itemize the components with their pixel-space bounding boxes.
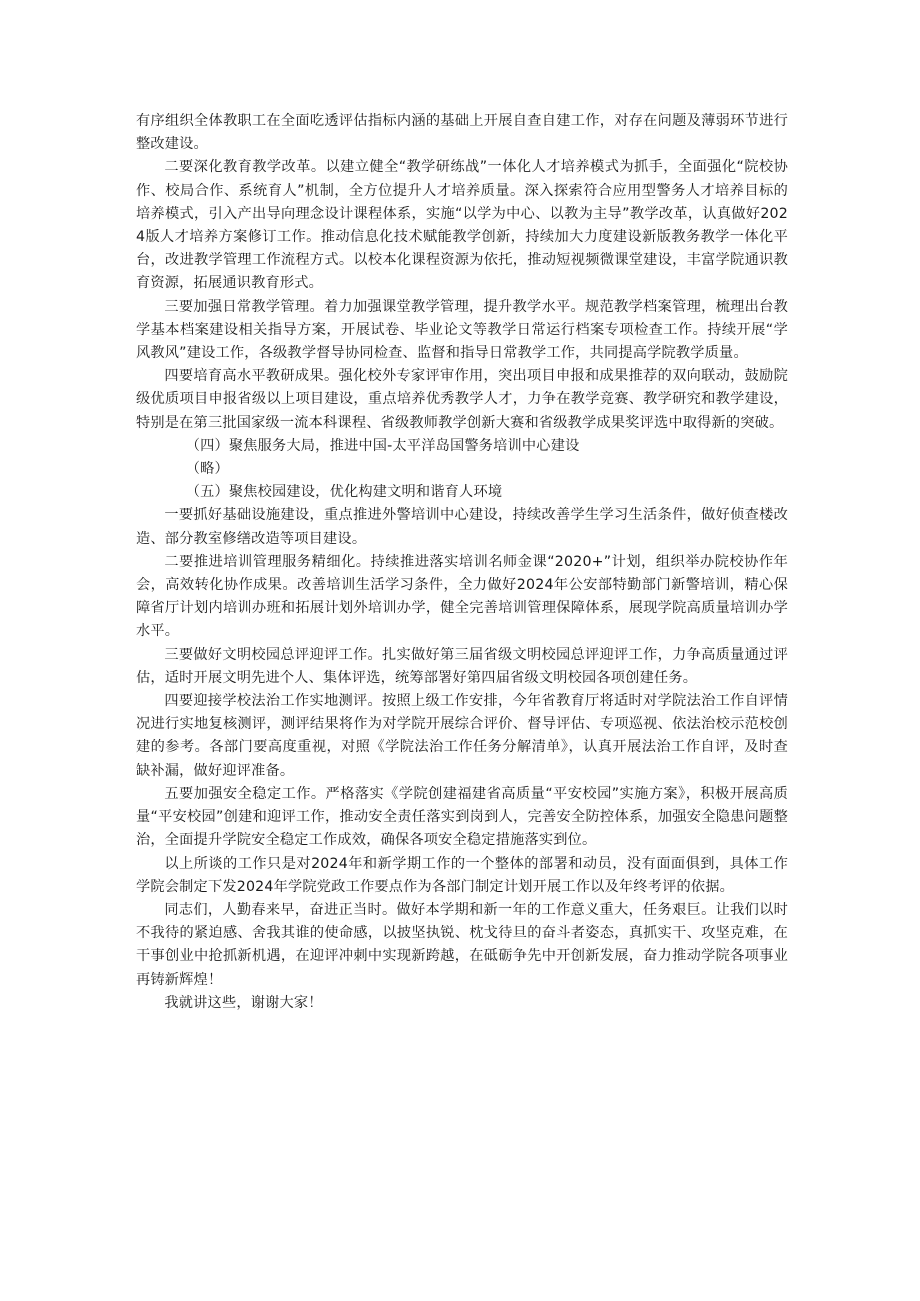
paragraph-closing: 我就讲这些，谢谢大家！ [164, 994, 323, 1011]
paragraph-call-to-action: 同志们，人勤春来早，奋进正当时。做好本学期和新一年的工作意义重大，任务艰巨。让我们以时不我待的紧迫感、舍我其谁的使命感，以披坚执锐、枕戈待旦的奋斗者姿态，真抓实干、攻坚克难，在干事创业中抢抓新机遇，在迎评冲刺中实现新跨越，在砥砺争先中开创新发展，奋力推动学院各项事业再铸新辉煌！ [136, 901, 788, 988]
paragraph-civilized-campus: 三要做好文明校园总评迎评工作。扎实做好第三届省级文明校园总评迎评工作，力争高质量通过评估，适时开展文明先进个人、集体评选，统筹部署好第四届省级文明校园各项创建任务。 [136, 646, 788, 686]
paragraph-continued: 有序组织全体教职工在全面吃透评估指标内涵的基础上开展自查自建工作，对存在问题及薄弱环节进行整改建设。 [136, 113, 788, 153]
section-heading-five: （五）聚焦校园建设，优化构建文明和谐育人环境 [185, 484, 503, 501]
section-heading-four: （四）聚焦服务大局，推进中国-太平洋岛国警务培训中心建设 [185, 437, 580, 454]
paragraph-training-management: 二要推进培训管理服务精细化。持续推进落实培训名师金课“2020+”计划，组织举办院校协作年会，高效转化协作成果。改善培训生活学习条件，全力做好2024年公安部特勤部门新警培训，精心保障省厅计划内培训办班和拓展计划外培训办学，健全完善培训管理保障体系，展现学院高质量培训办学水平。 [136, 553, 788, 640]
paragraph-teaching-reform: 二要深化教育教学改革。以建立健全“教学研练战”一体化人才培养模式为抓手，全面强化“院校协作、校局合作、系统育人”机制，全方位提升人才培养质量。深入探索符合应用型警务人才培养目标的培养模式，引入产出导向理念设计课程体系，实施“以学为中心、以教为主导”教学改革，认真做好2024版人才培养方案修订工作。推动信息化技术赋能教学创新，持续加大力度建设新版教务教学一体化平台，改进教学管理工作流程方式。以校本化课程资源为依托，推动短视频微课堂建设，丰富学院通识教育资源，拓展通识教育形式。 [136, 159, 788, 292]
section-omitted-note: （略） [185, 461, 229, 478]
paragraph-infrastructure: 一要抓好基础设施建设，重点推进外警培训中心建设，持续改善学生学习生活条件，做好侦查楼改造、部分教室修缮改造等项目建设。 [136, 507, 788, 547]
paragraph-research-results: 四要培育高水平教研成果。强化校外专家评审作用，突出项目申报和成果推荐的双向联动，鼓励院级优质项目申报省级以上项目建设，重点培养优秀教学人才，力争在教学竞赛、教学研究和教学建设，特别是在第三批国家级一流本科课程、省级教师教学创新大赛和省级教学成果奖评选中取得新的突破。 [136, 368, 788, 431]
paragraph-rule-of-law: 四要迎接学校法治工作实地测评。按照上级工作安排，今年省教育厅将适时对学院法治工作自评情况进行实地复核测评，测评结果将作为对学院开展综合评价、督导评估、专项巡视、依法治校示范校创建的参考。各部门要高度重视，对照《学院法治工作任务分解清单》，认真开展法治工作自评，及时查缺补漏，做好迎评准备。 [136, 693, 788, 779]
paragraph-safety-stability: 五要加强安全稳定工作。严格落实《学院创建福建省高质量“平安校园”实施方案》，积极开展高质量“平安校园”创建和迎评工作，推动安全责任落实到岗到人，完善安全防控体系，加强安全隐患问题整治，全面提升学院安全稳定工作成效，确保各项安全稳定措施落实到位。 [136, 785, 788, 849]
paragraph-teaching-management: 三要加强日常教学管理。着力加强课堂教学管理，提升教学水平。规范教学档案管理，梳理出台教学基本档案建设相关指导方案，开展试卷、毕业论文等教学日常运行档案专项检查工作。持续开展“学风教风”建设工作，各级教学督导协同检查、监督和指导日常教学工作，共同提高学院教学质量。 [136, 298, 788, 362]
document-page [136, 110, 788, 1015]
paragraph-summary: 以上所谈的工作只是对2024年和新学期工作的一个整体的部署和动员，没有面面俱到，具体工作学院会制定下发2024年学院党政工作要点作为各部门制定计划开展工作以及年终考评的依据。 [136, 855, 788, 895]
